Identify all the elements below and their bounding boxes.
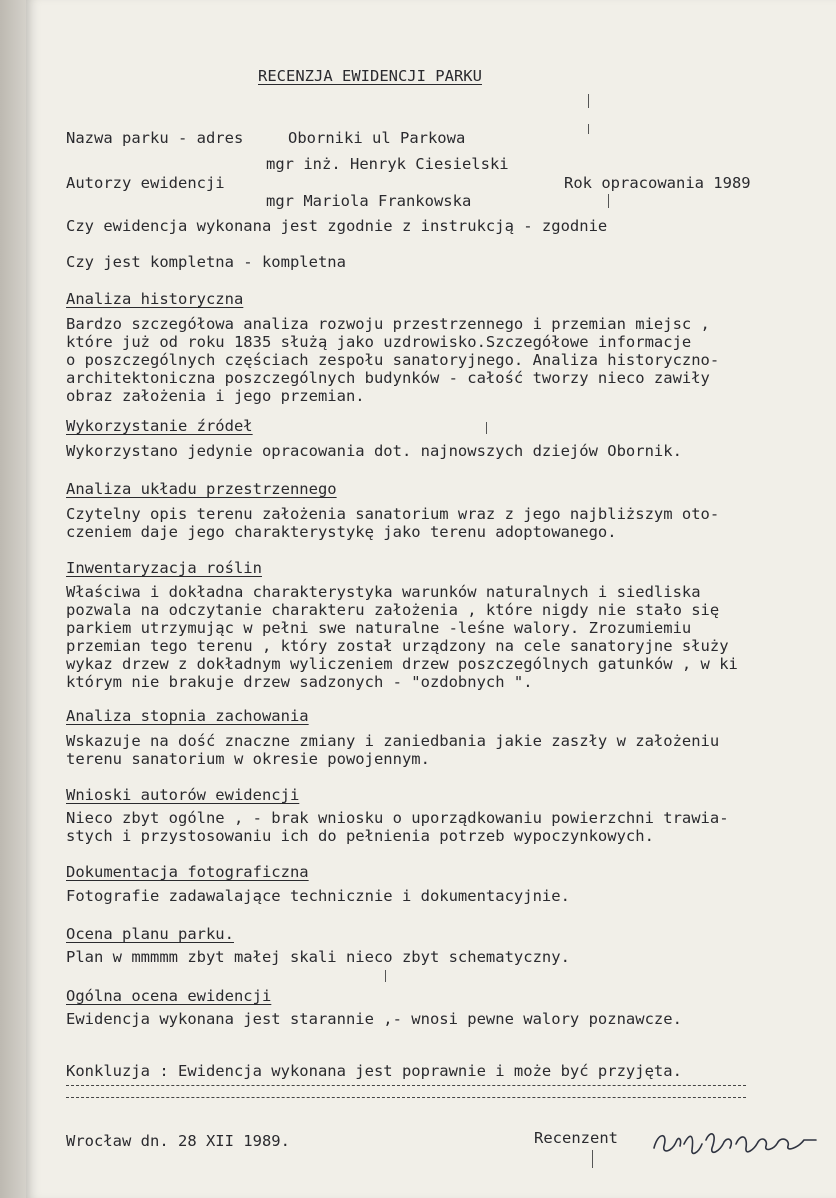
section-line: Plan w mmmmm zbyt małej skali nieco zbyt schematyczny.: [66, 948, 570, 966]
section-line: Właściwa i dokładna charakterystyka warunków naturalnych i siedliska: [66, 583, 701, 601]
section-line: Ewidencja wykonana jest starannie ,- wnosi pewne walory poznawcze.: [66, 1010, 682, 1028]
section-line: terenu sanatorium w okresie powojennym.: [66, 750, 430, 768]
section-line: architektoniczna poszczególnych budynków - całość tworzy nieco zawiły: [66, 369, 710, 387]
section-line: pozwala na odczytanie charakteru założenia , które nigdy nie stało się: [66, 601, 720, 619]
mark: [588, 124, 589, 134]
section-line: Czytelny opis terenu założenia sanatorium wraz z jego najbliższym oto-: [66, 505, 720, 523]
section-line: Fotografie zadawalające technicznie i dokumentacyjnie.: [66, 887, 570, 905]
mark: [588, 94, 589, 108]
place-date: Wrocław dn. 28 XII 1989.: [66, 1132, 290, 1150]
section-heading: Analiza układu przestrzennego: [66, 480, 337, 498]
section-line: Wskazuje na dość znaczne zmiany i zaniedbania jakie zaszły w założeniu: [66, 732, 720, 750]
year-label: Rok opracowania 1989: [564, 174, 751, 192]
page-title: RECENZJA EWIDENCJI PARKU: [258, 67, 482, 85]
park-value: Oborniki ul Parkowa: [288, 129, 466, 147]
section-line: czeniem daje jego charakterystykę jako terenu adoptowanego.: [66, 523, 617, 541]
section-heading: Analiza stopnia zachowania: [66, 707, 309, 725]
section-line: parkiem utrzymując w pełni swe naturalne -leśne walory. Zrozumiemiu: [66, 619, 692, 637]
section-heading: Dokumentacja fotograficzna: [66, 863, 309, 881]
section-line: Wykorzystano jedynie opracowania dot. najnowszych dziejów Obornik.: [66, 442, 682, 460]
author-1: mgr inż. Henryk Ciesielski: [266, 155, 509, 173]
author-2: mgr Mariola Frankowska: [266, 192, 472, 210]
section-heading: Ogólna ocena ewidencji: [66, 987, 272, 1005]
section-line: przemian tego terenu , który został urządzony na cele sanatoryjne służy: [66, 637, 729, 655]
section-line: Nieco zbyt ogólne , - brak wniosku o uporządkowaniu powierzchni trawia-: [66, 809, 729, 827]
reviewer-label: Recenzent: [534, 1129, 618, 1147]
section-heading: Wnioski autorów ewidencji: [66, 786, 300, 804]
section-line: które już od roku 1835 służą jako uzdrowisko.Szczegółowe informacje: [66, 333, 692, 351]
section-line: Bardzo szczegółowa analiza rozwoju przestrzennego i przemian miejsc ,: [66, 315, 710, 333]
instruction-line: Czy ewidencja wykonana jest zgodnie z instrukcją - zgodnie: [66, 217, 608, 235]
authors-label: Autorzy ewidencji: [66, 174, 225, 192]
conclusion: Konkluzja : Ewidencja wykonana jest poprawnie i może być przyjęta.: [66, 1062, 682, 1080]
mark: [592, 1150, 593, 1168]
section-heading: Ocena planu parku.: [66, 925, 234, 943]
separator-line: [66, 1097, 746, 1098]
section-heading: Analiza historyczna: [66, 290, 244, 308]
section-line: o poszczególnych częściach zespołu sanatoryjnego. Analiza historyczno-: [66, 351, 720, 369]
scan-edge: [0, 0, 26, 1198]
complete-line: Czy jest kompletna - kompletna: [66, 253, 346, 271]
park-label: Nazwa parku - adres: [66, 129, 244, 147]
section-line: stych i przystosowaniu ich do pełnienia potrzeb wypoczynkowych.: [66, 827, 654, 845]
mark: [385, 970, 386, 982]
section-line: obraz założenia i jego przemian.: [66, 387, 365, 405]
section-heading: Wykorzystanie źródeł: [66, 417, 253, 435]
section-heading: Inwentaryzacja roślin: [66, 559, 262, 577]
section-line: którym nie brakuje drzew sadzonych - "ozdobnych ".: [66, 673, 533, 691]
mark: [608, 194, 609, 208]
section-line: wykaz drzew z dokładnym wyliczeniem drzew poszczególnych gatunków , w ki: [66, 655, 738, 673]
conclusion-underline: [66, 1085, 746, 1086]
signature-image: [650, 1126, 820, 1160]
mark: [486, 422, 487, 434]
